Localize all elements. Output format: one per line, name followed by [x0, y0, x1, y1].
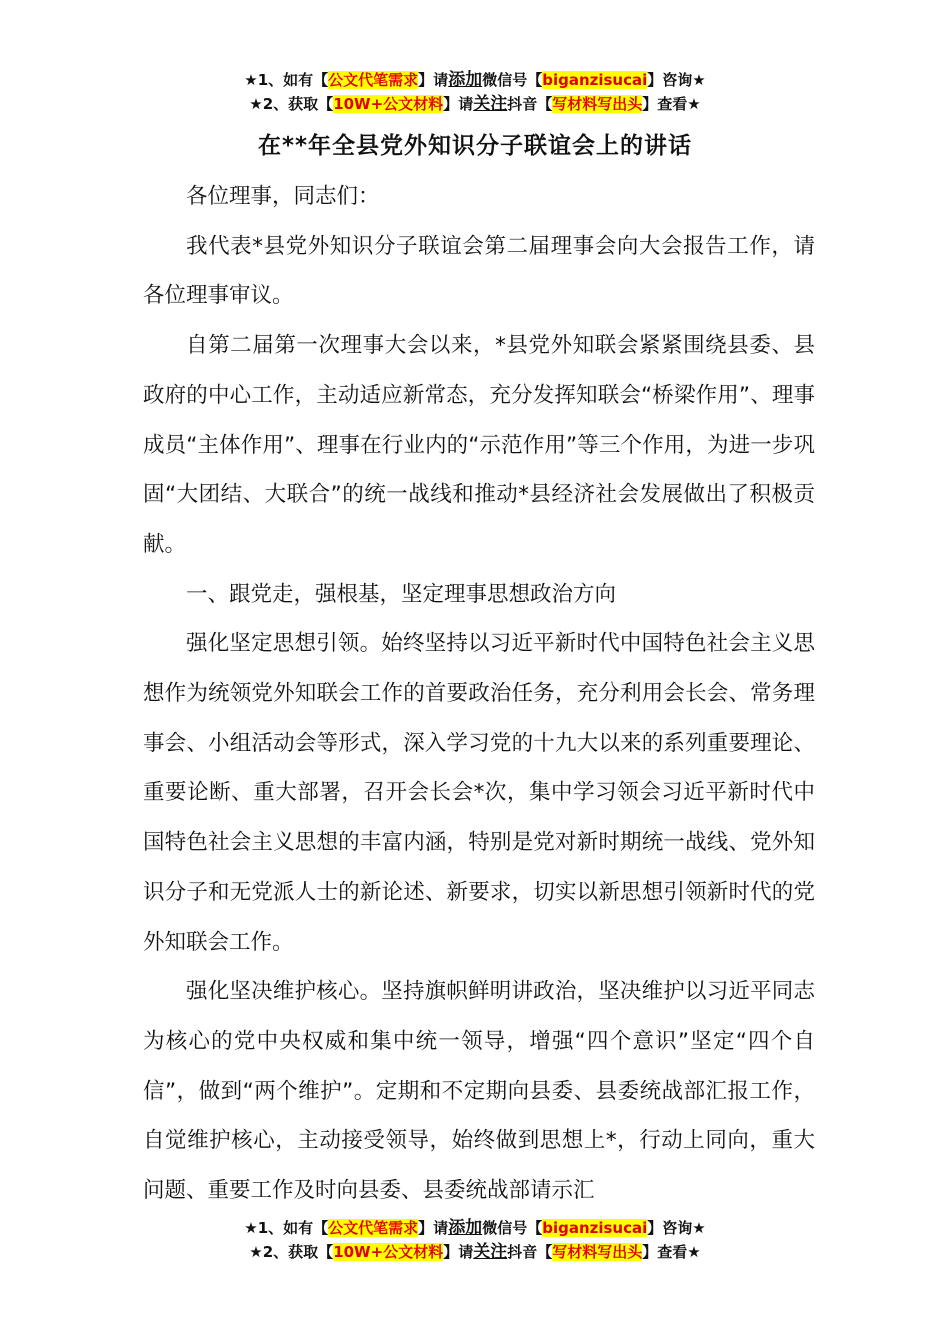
banner-highlight-wechat-id: biganzisucai: [542, 1219, 648, 1237]
banner-line2-prefix: ★2、获取【: [249, 95, 334, 113]
section-heading: 一、跟党走，强根基，坚定理事思想政治方向: [186, 581, 617, 607]
banner-line-2: [0, 92, 950, 116]
header-banner: [0, 68, 950, 116]
banner-line2-mid1: 】请: [443, 1243, 474, 1261]
banner-emphasis-add: 添加: [448, 1218, 483, 1238]
footer-banner: [0, 1216, 950, 1264]
document-title: 在**年全县党外知识分子联谊会上的讲话: [257, 133, 693, 159]
banner-line1-mid2: 微信号【: [482, 71, 543, 89]
banner-line1-mid1: 】请: [418, 1219, 449, 1237]
body-paragraph: 自第二届第一次理事大会以来，*县党外知联会紧紧围绕县委、县政府的中心工作，主动适应新常态，充分发挥知联会“桥梁作用”、理事成员“主体作用”、理事在行业内的“示范作用”等三个作用，为进一步巩固“大团结、大联合”的统一战线和推动*县经济社会发展做出了积极贡献。: [143, 333, 815, 557]
banner-highlight-douyin-account: 写材料写出头: [552, 95, 643, 113]
banner-line2-prefix: ★2、获取【: [249, 1243, 334, 1261]
banner-highlight-douyin-account: 写材料写出头: [552, 1243, 643, 1261]
banner-highlight-service: 公文代笔需求: [328, 1219, 419, 1237]
banner-line-2: [0, 1240, 950, 1264]
banner-line1-prefix: ★1、如有【: [244, 1219, 329, 1237]
body-paragraph: 我代表*县党外知识分子联谊会第二届理事会向大会报告工作，请各位理事审议。: [143, 233, 815, 309]
banner-highlight-materials: 10W+公文材料: [333, 1243, 444, 1261]
banner-line2-suffix: 】查看★: [642, 1243, 701, 1261]
banner-line1-mid1: 】请: [418, 71, 449, 89]
banner-highlight-materials: 10W+公文材料: [333, 95, 444, 113]
banner-emphasis-follow: 关注: [473, 1242, 508, 1262]
banner-highlight-service: 公文代笔需求: [328, 71, 419, 89]
banner-emphasis-add: 添加: [448, 70, 483, 90]
banner-line-1: [0, 1216, 950, 1240]
salutation: 各位理事，同志们：: [186, 184, 380, 209]
banner-line2-mid1: 】请: [443, 95, 474, 113]
banner-emphasis-follow: 关注: [473, 94, 508, 114]
banner-line2-mid2: 抖音【: [507, 95, 553, 113]
banner-line2-mid2: 抖音【: [507, 1243, 553, 1261]
body-paragraph: 强化坚定思想引领。始终坚持以习近平新时代中国特色社会主义思想作为统领党外知联会工作的首要政治任务，充分利用会长会、常务理事会、小组活动会等形式，深入学习党的十九大以来的系列重要理论、重要论断、重大部署，召开会长会*次，集中学习领会习近平新时代中国特色社会主义思想的丰富内涵，特别是党对新时期统一战线、党外知识分子和无党派人士的新论述、新要求，切实以新思想引领新时代的党外知联会工作。: [143, 631, 815, 955]
banner-line-1: [0, 68, 950, 92]
banner-line2-suffix: 】查看★: [642, 95, 701, 113]
banner-highlight-wechat-id: biganzisucai: [542, 71, 648, 89]
banner-line1-suffix: 】咨询★: [647, 71, 706, 89]
banner-line1-prefix: ★1、如有【: [244, 71, 329, 89]
banner-line1-suffix: 】咨询★: [647, 1219, 706, 1237]
document-body: [143, 172, 815, 1216]
body-paragraph: 强化坚决维护核心。坚持旗帜鲜明讲政治，坚决维护以习近平同志为核心的党中央权威和集中统一领导，增强“四个意识”坚定“四个自信”，做到“两个维护”。定期和不定期向县委、县委统战部汇报工作，自觉维护核心，主动接受领导，始终做到思想上*，行动上同向，重大问题、重要工作及时向县委、县委统战部请示汇: [143, 979, 815, 1204]
banner-line1-mid2: 微信号【: [482, 1219, 543, 1237]
